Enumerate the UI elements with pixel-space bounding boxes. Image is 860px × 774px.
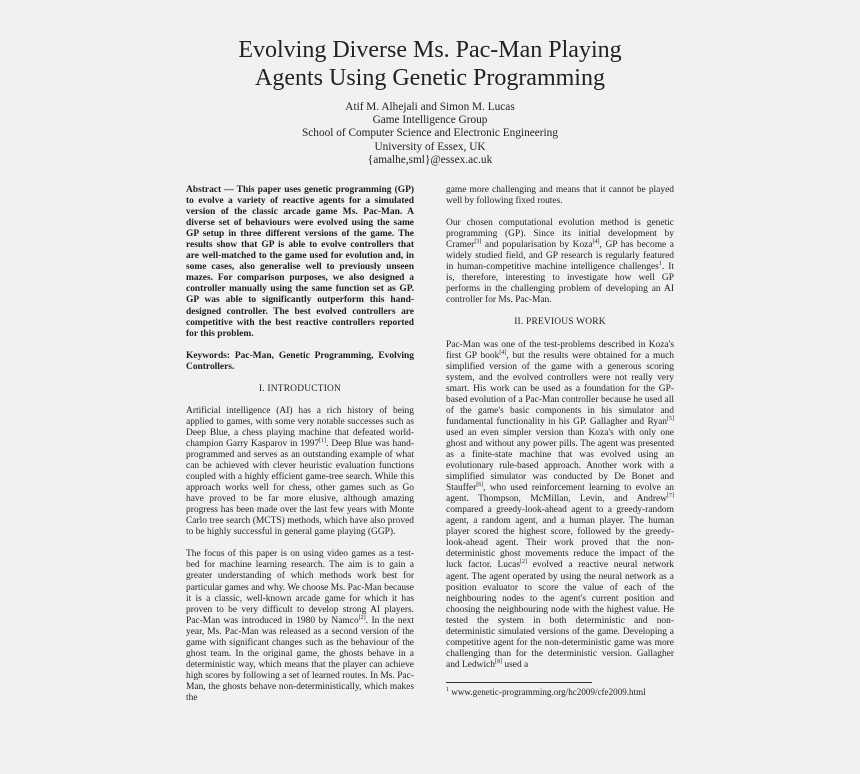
right-column — [446, 185, 674, 698]
previous-work-paragraph — [446, 340, 674, 671]
author-emails: {amalhe,sml}@essex.ac.uk — [367, 153, 493, 166]
paper-title-line2: Agents Using Genetic Programming — [255, 65, 605, 91]
author-names: Atif M. Alhejali and Simon M. Lucas — [345, 101, 515, 113]
author-block — [0, 101, 860, 167]
abstract: Abstract — This paper uses genetic programming (GP) to evolve a variety of reactive agents for a simulated version of the classic arcade game Ms. Pac-Man. A diverse set of behaviours were evolved using the same GP setup in three different versions of the game. The results show that GP is able to evolve controllers that are well-matched to the game used for evolution and, in some cases, also generalise well to previously unseen mazes. For comparison purposes, we also designed a controller manually using the same function set as GP. GP was able to significantly outperform this hand-designed controller. The best evolved controllers are competitive with the best reactive controllers reported for this problem. — [186, 185, 414, 339]
intro-paragraph-1 — [186, 406, 414, 539]
citation-ref: [8] — [495, 658, 503, 665]
paper-title — [0, 36, 860, 92]
footnote-text: www.genetic-programming.org/hc2009/cfe2009.html — [449, 686, 646, 697]
citation-ref: [7] — [667, 493, 674, 500]
section-heading-introduction: I. INTRODUCTION — [258, 383, 342, 394]
paper-title-line1: Evolving Diverse Ms. Pac-Man Playing — [238, 37, 622, 63]
citation-ref: [5] — [667, 415, 674, 422]
citation-ref: [3] — [474, 239, 482, 246]
footnote — [446, 687, 674, 698]
prev-text-c: used an even simpler version than Koza's with only one ghost and without any power pills. The agent was presented as a finite-state machine that was evolved using an evolutionary rule-based approach. Another work with a simplified simulator was conducted by De Bonet and Stauffer — [446, 427, 674, 494]
section-heading-previous-work: II. PREVIOUS WORK — [514, 317, 606, 328]
prev-text-b: , but the results were obtained for a much simplified version of the game with a generous scoring system, and the evolved controllers were not really very smart. His work can be used as a foundation for the GP-based evolution of a Pac-Man controller because he used all of the game's basic components in his simulator and fundamental functionality in his GP. Gallagher and Ryan — [446, 350, 674, 427]
method-text-a: Our chosen computational evolution method is genetic programming (GP). Since its initial development by Cramer — [446, 218, 674, 251]
affiliation-school: School of Computer Science and Electronic Engineering — [302, 127, 558, 140]
citation-ref: [6] — [476, 481, 484, 488]
intro-p1-text-a: Artificial intelligence (AI) has a rich history of being applied to games, with some very notable successes such as Deep Blue, a chess playing machine that defeated world-champion Garry Kasparov in 1997 — [186, 405, 414, 449]
method-paragraph — [446, 218, 674, 306]
intro-p2-text-a: The focus of this paper is on using video games as a test-bed for machine learning research. The aim is to gain a greater understanding of which methods work best for particular games and why. We choose Ms. Pac-Man because it is a classic, well-known arcade game for which it has proven to be very difficult to develop strong AI players. Pac-Man was introduced in 1980 by Namco — [186, 549, 414, 626]
prev-text-a: Pac-Man was one of the test-problems described in Koza's first GP book — [446, 339, 674, 361]
method-text-c: , GP has become a widely studied field, and GP research is regularly featured in human-competitive machine intelligence challenges — [446, 240, 674, 273]
footnote-mark: 1 — [446, 686, 449, 693]
affiliation-group: Game Intelligence Group — [372, 114, 488, 127]
affiliation-university: University of Essex, UK — [374, 140, 486, 153]
footnote-rule — [446, 682, 592, 683]
citation-ref: [4] — [499, 349, 507, 356]
intro-p1-text-b: . Deep Blue was hand-programmed and serves as an outstanding example of what can be achieved with clever heuristic evaluation functions coupled with a highly efficient game-tree search. While this approach works well for chess, other games such as Go have proved to be far more elusive, although amazing progress has been made over the last few years with Monte Carlo tree search (MCTS) methods, which have also proved to be highly successful in general game playing (GGP). — [186, 438, 414, 538]
citation-ref: [2] — [358, 614, 366, 621]
method-text-b: and popularisation by Koza — [481, 240, 593, 251]
intro-continuation: game more challenging and means that it cannot be played well by following fixed routes. — [446, 185, 674, 207]
intro-p2-text-b: . In the next year, Ms. Pac-Man was released as a second version of the game with significant changes such as the behaviour of the ghost team. In the original game, the ghosts behave in a deterministic way, which means that the player can achieve high scores by following a set of learned routes. In Ms. Pac-Man, the ghosts behave non-deterministically, which makes the — [186, 615, 414, 703]
footnote-ref: 1 — [658, 261, 662, 268]
intro-paragraph-2 — [186, 549, 414, 704]
prev-text-d: , who used reinforcement learning to evolve an agent. Thompson, McMillan, Levin, and Andrew — [446, 483, 674, 505]
prev-text-e: compared a greedy-look-ahead agent to a greedy-random agent, a random agent, and a human player. The human player scored the highest score, followed by the greedy-look-ahead agent. Their work proved that the non-deterministic ghost movements reduce the impact of the luck factor. Lucas — [446, 505, 674, 571]
method-text-d: . It is, therefore, interesting to investigate how well GP performs in the challenging problem of developing an AI controller for Ms. Pac-Man. — [446, 262, 675, 306]
citation-ref: [1] — [319, 437, 327, 444]
prev-text-f: evolved a reactive neural network agent. The agent operated by using the neural network as a position evaluator to score the value of each of the neighbouring nodes to the agent's current position and choosing the neighbouring node with the highest value. He tested the system in both deterministic and non-deterministic simulated versions of the game. Developing a competitive agent for the non-deterministic game was more challenging than for the deterministic version. Gallagher and Ledwich — [446, 560, 675, 670]
prev-text-g: used a — [502, 659, 529, 670]
citation-ref: [4] — [592, 239, 600, 246]
left-column — [186, 185, 414, 715]
citation-ref: [2] — [520, 559, 528, 566]
keywords: Keywords: Pac-Man, Genetic Programming, Evolving Controllers. — [186, 350, 414, 372]
